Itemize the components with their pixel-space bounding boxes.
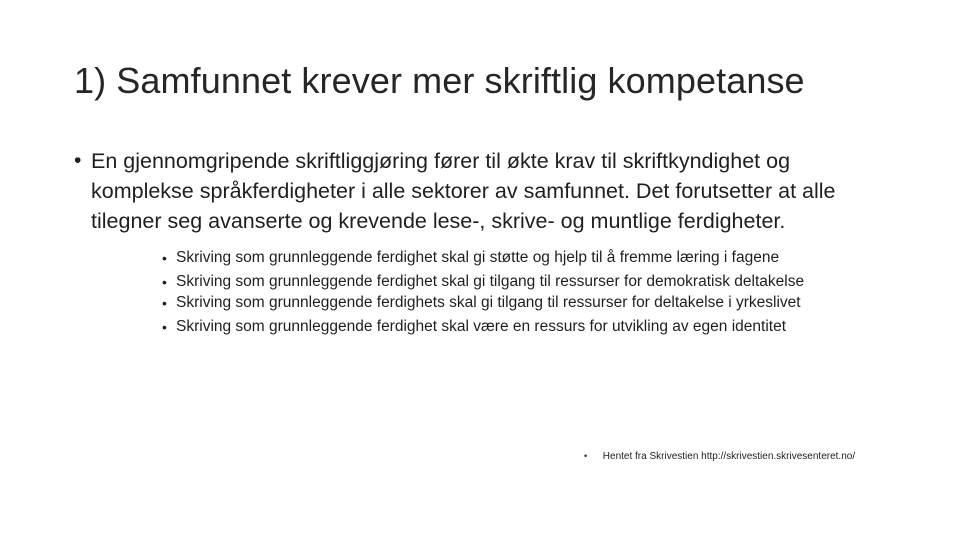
sub-bullet-list (162, 246, 902, 339)
bullet-marker: • (162, 274, 167, 290)
sub-bullet-text: Skriving som grunnleggende ferdighet skal gi tilgang til ressurser for demokratisk deltakelse (176, 273, 805, 290)
bullet-marker: • (74, 149, 82, 172)
sub-bullet-text: Skriving som grunnleggende ferdighets skal gi tilgang til ressurser for deltakelse i yrkeslivet (176, 294, 801, 311)
sub-bullet-item (162, 246, 902, 270)
sub-bullet-item (162, 294, 902, 312)
slide-body (74, 146, 914, 339)
sub-bullet-item (162, 273, 902, 291)
bullet-marker: • (162, 295, 167, 311)
bullet-marker: • (162, 319, 167, 335)
sub-bullet-item (162, 315, 902, 339)
bullet-marker: • (584, 451, 588, 461)
source-note (584, 449, 855, 464)
sub-bullet-text: Skriving som grunnleggende ferdighet skal være en ressurs for utvikling av egen identitet (176, 318, 786, 335)
main-bullet-text: En gjennomgripende skriftliggjøring fører til økte krav til skriftkyndighet og komplekse språkferdigheter i alle sektorer av samfunnet. Det forutsetter at alle tilegner seg avanserte og krevende lese-, skrive- og muntlige ferdigheter. (91, 149, 836, 233)
sub-bullet-text: Skriving som grunnleggende ferdighet skal gi støtte og hjelp til å fremme læring i fagene (176, 249, 780, 266)
source-text: Hentet fra Skrivestien http://skrivestien.skrivesenteret.no/ (602, 451, 856, 462)
bullet-marker: • (162, 250, 167, 266)
main-bullet (74, 146, 891, 236)
slide-title: 1) Samfunnet krever mer skriftlig kompetanse (74, 60, 805, 101)
